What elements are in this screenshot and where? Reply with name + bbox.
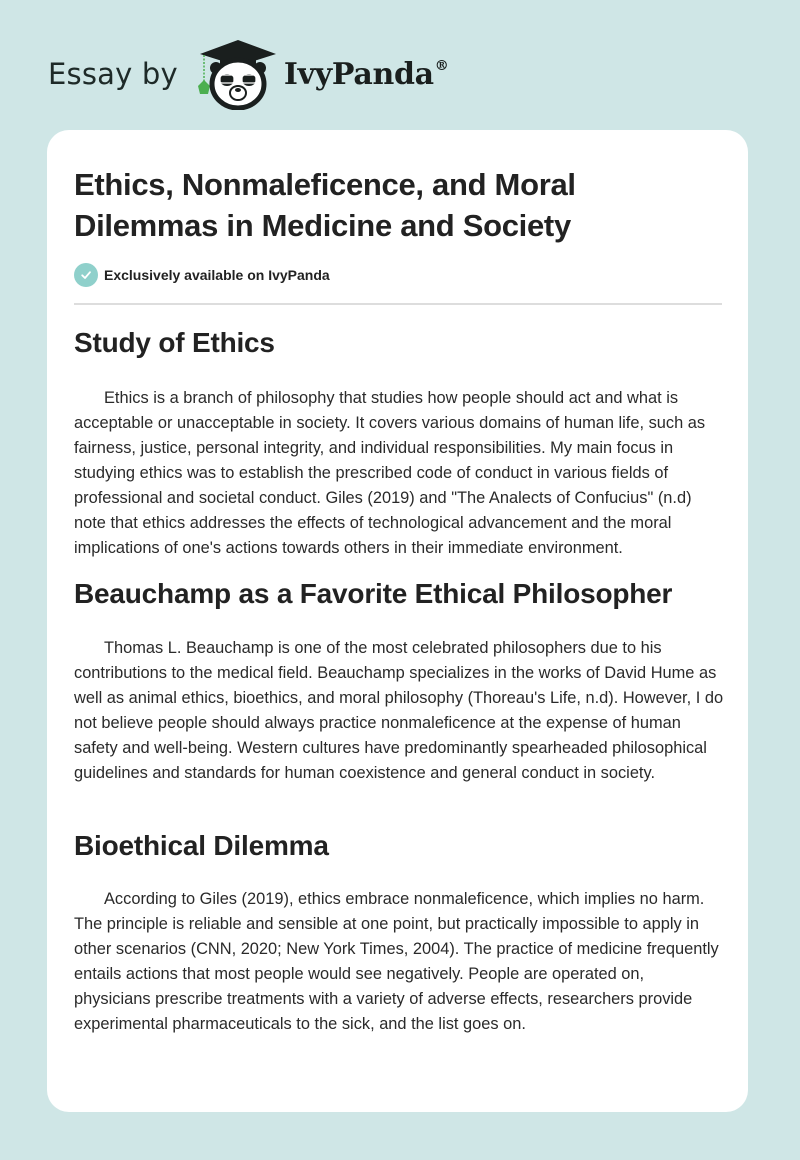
brand-text: IvyPanda xyxy=(283,56,434,92)
page-title: Ethics, Nonmaleficence, and Moral Dilemmas in Medicine and Society xyxy=(74,167,576,243)
section-body-beauchamp: Thomas L. Beauchamp is one of the most celebrated philosophers due to his contributions to the medical field. Beauchamp specializes in the works of David Hume as well as animal ethics, bioethics, and moral philosophy (Thoreau's Life, n.d). However, I do not believe people should always practice nonmaleficence at the expense of human safety and well-being. Western cultures have predominantly spearheaded philosophical guidelines and standards for human coexistence and general conduct in society. xyxy=(74,639,724,782)
exclusive-text: Exclusively available on IvyPanda xyxy=(104,267,330,283)
panda-graduation-cap-icon[interactable] xyxy=(196,38,280,110)
section-body-study-of-ethics: Ethics is a branch of philosophy that studies how people should act and what is acceptable or unacceptable in society. It covers various domains of human life, such as fairness, justice, personal integrity, and individual responsibilities. My main focus in studying ethics was to establish the prescribed code of conduct in various fields of professional and societal conduct. Giles (2019) and "The Analects of Confucius" (n.d) note that ethics addresses the effects of technological advancement and the moral implications of one's actions towards others in their immediate environment. xyxy=(74,389,706,557)
site-header xyxy=(48,36,449,112)
section-body-bioethical-dilemma: According to Giles (2019), ethics embrace nonmaleficence, which implies no harm. The principle is reliable and sensible at one point, but practically impossible to apply in other scenarios (CNN, 2020; New York Times, 2004). The practice of medicine frequently entails actions that most people would see negatively. People are operated on, physicians prescribe treatments with a variety of adverse effects, researchers provide experimental pharmaceuticals to the sick, and the list goes on. xyxy=(74,890,719,1033)
section-heading-beauchamp: Beauchamp as a Favorite Ethical Philosopher xyxy=(74,578,673,609)
check-circle-icon xyxy=(74,263,98,287)
registered-mark: ® xyxy=(434,57,449,74)
section-heading-bioethical-dilemma: Bioethical Dilemma xyxy=(74,830,329,861)
exclusive-badge xyxy=(74,263,330,287)
section-heading-study-of-ethics: Study of Ethics xyxy=(74,327,275,358)
divider xyxy=(74,303,722,305)
essay-card xyxy=(47,130,748,1112)
essay-by-label: Essay by xyxy=(48,57,178,91)
brand-name[interactable] xyxy=(284,57,449,92)
